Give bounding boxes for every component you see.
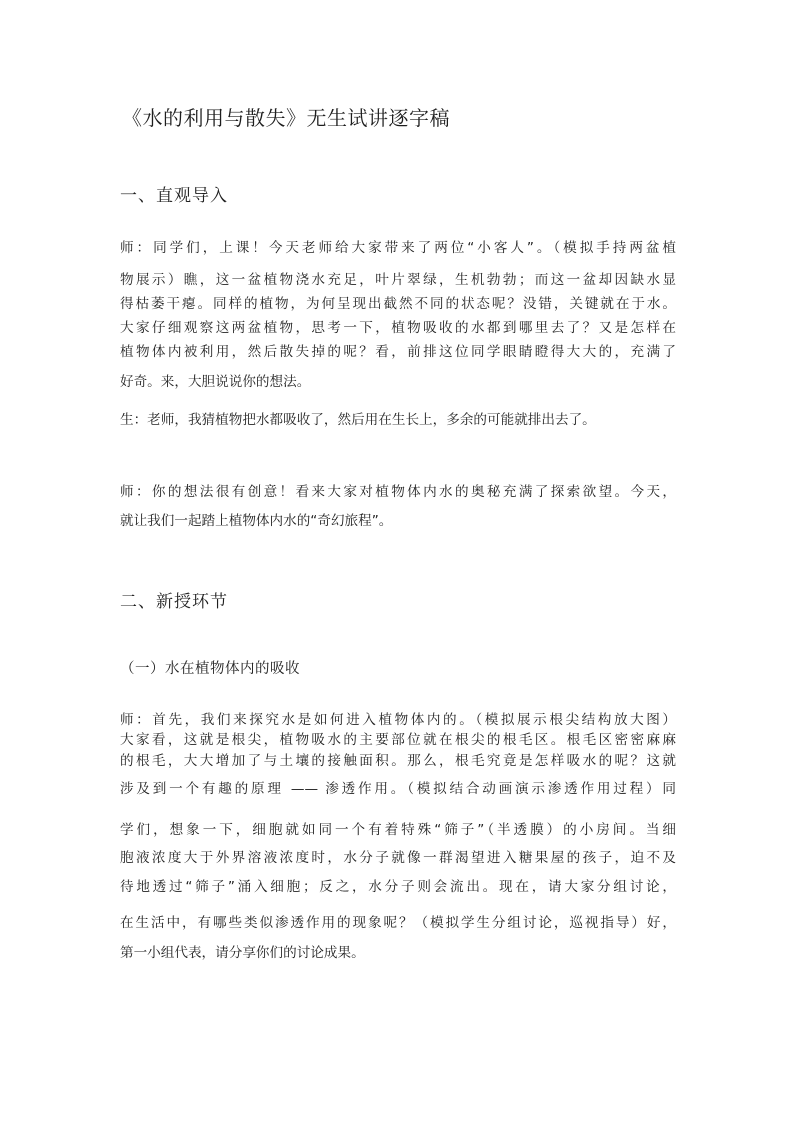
paragraph-line: 就让我们一起踏上植物体内水的“奇幻旅程”。 [120,513,393,529]
paragraph-line: 的根毛，大大增加了与土壤的接触面积。那么，根毛究竟是怎样吸水的呢？这就 [120,753,676,769]
student-response: 生：老师，我猜植物把水都吸收了，然后用在生长上，多余的可能就排出去了。 [120,412,596,428]
paragraph-line: 物展示）瞧，这一盆植物浇水充足，叶片翠绿，生机勃勃；而这一盆却因缺水显 [120,272,676,288]
paragraph-line: 师：你的想法很有创意！看来大家对植物体内水的奥秘充满了探索欲望。今天， [120,484,676,500]
paragraph-line: 得枯萎干瘪。同样的植物，为何呈现出截然不同的状态呢？没错，关键就在于水。 [120,296,676,312]
paragraph-line: 植物体内被利用，然后散失掉的呢？看，前排这位同学眼睛瞪得大大的，充满了 [120,344,676,360]
paragraph-line: 待地透过“筛子”涌入细胞；反之，水分子则会流出。现在，请大家分组讨论， [120,879,676,895]
paragraph-line: 师：首先，我们来探究水是如何进入植物体内的。（模拟展示根尖结构放大图） [120,712,676,728]
document-title: 《水的利用与散失》无生试讲逐字稿 [122,106,450,130]
paragraph-line: 学们，想象一下，细胞就如同一个有着特殊“筛子”（半透膜）的小房间。当细 [120,822,676,838]
section-heading-new-lesson: 二、新授环节 [120,592,228,612]
paragraph-line: 好奇。来，大胆说说你的想法。 [120,374,311,390]
paragraph-line: 大家看，这就是根尖，植物吸水的主要部位就在根尖的根毛区。根毛区密密麻麻 [120,732,676,748]
subsection-heading-absorption: （一）水在植物体内的吸收 [120,661,300,677]
paragraph-line: 在生活中，有哪些类似渗透作用的现象呢？（模拟学生分组讨论，巡视指导）好， [120,915,676,931]
paragraph-line: 第一小组代表，请分享你们的讨论成果。 [120,945,365,961]
paragraph-line: 大家仔细观察这两盆植物，思考一下，植物吸收的水都到哪里去了？又是怎样在 [120,320,676,336]
paragraph-line: 涉及到一个有趣的原理 —— 渗透作用。（模拟结合动画演示渗透作用过程）同 [120,781,676,797]
section-heading-intro: 一、直观导入 [120,186,228,206]
paragraph-line: 胞液浓度大于外界溶液浓度时，水分子就像一群渴望进入糖果屋的孩子，迫不及 [120,850,676,866]
paragraph-line: 师：同学们，上课！今天老师给大家带来了两位“小客人”。（模拟手持两盆植 [120,240,676,256]
